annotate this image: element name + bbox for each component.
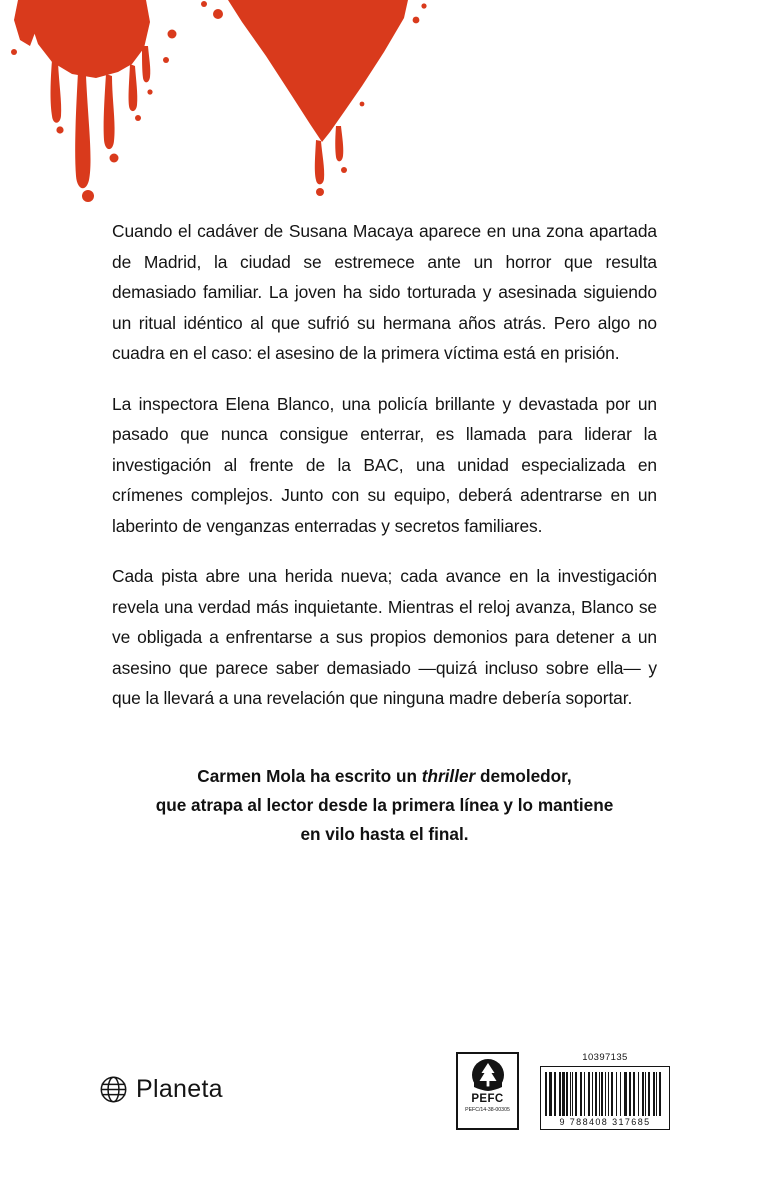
promotional-tagline xyxy=(112,762,657,849)
pefc-code: PEFC/14-38-00305 xyxy=(465,1107,510,1113)
pefc-label: PEFC xyxy=(471,1093,504,1105)
publisher-name: Planeta xyxy=(136,1075,223,1103)
tagline-line3: en vilo hasta el final. xyxy=(300,824,469,844)
pefc-certification-badge xyxy=(456,1052,519,1130)
blurb-paragraph-3: Cada pista abre una herida nueva; cada avance en la investigación revela una verdad más inquietante. Mientras el reloj avanza, Blanco se ve obligada a enfrentarse a sus propios demonios para detener a un asesino que parece saber demasiado —quizá incluso sobre ella— y que la llevará a una revelación que ninguna madre debería soportar. xyxy=(112,566,657,708)
barcode-image xyxy=(540,1066,670,1130)
globe-icon xyxy=(100,1076,127,1103)
barcode-block xyxy=(540,1052,670,1130)
barcode-isbn-digits: 9 788408 317685 xyxy=(559,1117,651,1127)
publisher-logo xyxy=(100,1075,223,1104)
tagline-line1-italic: thriller xyxy=(421,766,476,786)
tagline-line1-after: demoledor, xyxy=(475,766,572,786)
blurb-paragraph-2: La inspectora Elena Blanco, una policía brillante y devastada por un pasado que nunca consigue enterrar, es llamada para liderar la investigación al frente de la BAC, una unidad especializada en crímenes complejos. Junto con su equipo, deberá adentrarse en un laberinto de venganzas enterradas y secretos familiares. xyxy=(112,393,657,536)
back-cover-blurb xyxy=(112,216,657,714)
blurb-paragraph-1: Cuando el cadáver de Susana Macaya aparece en una zona apartada de Madrid, la ciudad se estremece ante un horror que resulta demasiado familiar. La joven ha sido torturada y asesinada siguiendo un ritual idéntico al que sufrió su hermana años atrás. Pero algo no cuadra en el caso: el asesino de la primera víctima está en prisión. xyxy=(112,221,657,363)
tagline-line2: que atrapa al lector desde la primera línea y lo mantiene xyxy=(155,795,614,815)
barcode-top-code: 10397135 xyxy=(582,1052,628,1063)
tagline-line1-before: Carmen Mola ha escrito un xyxy=(197,766,422,786)
barcode-bars xyxy=(545,1072,665,1116)
pefc-tree-icon xyxy=(471,1058,505,1092)
